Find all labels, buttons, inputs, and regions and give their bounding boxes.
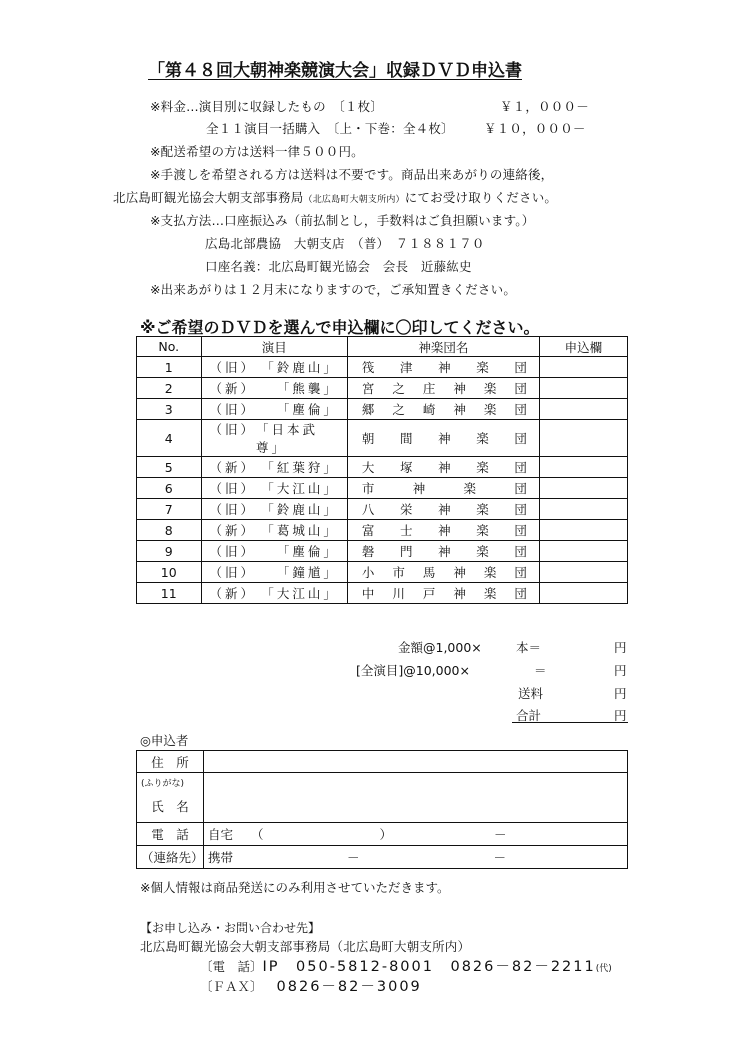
dvd-order-table [136,336,628,604]
shipping-note: ※配送希望の方は送料一律５００円。 [150,144,364,159]
apply-cell[interactable] [539,357,627,378]
price-single-qty-label: 本＝ [516,640,542,655]
row-program [201,420,347,457]
troupe-char: 中 [361,586,375,601]
row-program [201,499,347,520]
troupe-char: 大 [361,460,375,475]
troupe-char: 朝 [361,431,375,446]
row-number: 8 [137,520,202,541]
troupe-char: 筏 [361,360,375,375]
troupe-char: 神 [438,360,451,375]
row-number: 7 [137,499,202,520]
row-program [201,562,347,583]
row-number: 2 [137,378,202,399]
row-number: 6 [137,478,202,499]
row-troupe [347,357,539,378]
troupe-char: 団 [514,502,527,517]
troupe-char: 神 [412,481,426,496]
bank-account: 広島北部農協 大朝支店 （普） ７１８８１７０ [205,236,485,251]
apply-cell[interactable] [539,478,627,499]
table-row [137,499,628,520]
row-program [201,478,347,499]
name-label-cell [137,773,204,823]
troupe-char: 神 [453,381,466,396]
troupe-char: 栄 [400,502,413,517]
row-number: 3 [137,399,202,420]
program-name: 「熊襲」 [276,381,339,396]
table-row [137,520,628,541]
program-kind: （新） [209,586,257,601]
contact-fax [200,975,422,996]
home-open-paren: （ [251,827,264,842]
row-troupe [347,499,539,520]
troupe-char: 楽 [476,431,489,446]
row-troupe [347,478,539,499]
program-kind: （新） [209,381,257,396]
troupe-char: 楽 [476,502,489,517]
apply-cell[interactable] [539,520,627,541]
apply-cell[interactable] [539,420,627,457]
program-name: 「日本武尊」 [256,422,319,455]
troupe-char: 団 [514,565,527,580]
row-program [201,520,347,541]
troupe-char: 楽 [483,565,497,580]
shipping-unit: 円 [614,686,627,701]
address-label: 住 所 [137,751,204,773]
apply-cell[interactable] [539,583,627,604]
troupe-char: 団 [514,481,527,496]
page-title: 「第４８回大朝神楽競演大会」収録ＤＶＤ申込書 [148,61,522,81]
price-bulk-label: [全演目]@10,000× [356,663,470,678]
troupe-char: 団 [514,544,527,559]
address-field[interactable] [204,751,628,773]
row-number: 10 [137,562,202,583]
handover-note: ※手渡しを希望される方は送料は不要です。商品出来あがりの連絡後， [150,167,554,182]
troupe-char: 楽 [483,381,497,396]
apply-cell[interactable] [539,562,627,583]
name-label: 氏 名 [151,799,189,814]
troupe-char: 楽 [483,402,497,417]
troupe-char: 津 [400,360,413,375]
troupe-char: 団 [514,523,527,538]
row-number: 11 [137,583,202,604]
total-label: 合計 [516,708,542,723]
troupe-char: 磐 [361,544,375,559]
troupe-char: 郷 [361,402,375,417]
phone-label: 電 話 [137,823,204,846]
troupe-char: 門 [400,544,413,559]
row-number: 5 [137,457,202,478]
troupe-char: 団 [514,586,527,601]
row-troupe [347,457,539,478]
troupe-char: 神 [438,431,451,446]
troupe-char: 団 [514,431,527,446]
troupe-char: 団 [514,460,527,475]
program-name: 「塵倫」 [276,544,339,559]
troupe-char: 楽 [476,544,489,559]
program-kind: （旧） [209,402,257,417]
applicant-heading: ◎申込者 [140,733,189,748]
row-troupe [347,399,539,420]
contact-phone-value: IP 050-5812-8001 0826－82－2211 [262,959,596,975]
program-name: 「鐘馗」 [276,565,339,580]
contact-phone-label: 〔電 話〕 [200,959,263,974]
mobile-dash-2: － [493,850,507,865]
troupe-char: 市 [392,565,405,580]
contact-fax-value: 0826－82－3009 [276,979,422,995]
pickup-office: 北広島町観光協会大朝支部事務局 [113,190,304,205]
program-name: 「葛城山」 [261,523,339,538]
table-row [137,478,628,499]
program-kind: （旧） [209,360,257,375]
shipping-label: 送料 [518,686,544,701]
total-unit: 円 [614,708,627,723]
header-troupe: 神楽団名 [347,337,539,357]
troupe-char: 川 [392,586,405,601]
price-single-label: 金額@1,000× [398,640,482,655]
row-troupe [347,583,539,604]
home-label: 自宅 [208,827,234,842]
troupe-char: 士 [400,523,413,538]
troupe-char: 戸 [422,586,436,601]
program-kind: （旧） [209,481,257,496]
program-name: 「鈴鹿山」 [261,360,339,375]
row-troupe [347,378,539,399]
fee-bulk-label: 全１１演目一括購入 〔上・下巻：全４枚〕 [206,121,454,136]
row-number: 9 [137,541,202,562]
troupe-char: 之 [392,381,405,396]
program-name: 「大江山」 [261,586,339,601]
home-close-paren: ） [379,827,393,842]
troupe-char: 団 [514,381,527,396]
troupe-char: 楽 [476,523,489,538]
mobile-label: 携帯 [208,850,234,865]
price-single-unit: 円 [614,640,627,655]
row-program [201,457,347,478]
troupe-char: 団 [514,402,527,417]
table-row [137,457,628,478]
name-field[interactable] [204,773,628,823]
contact-phone-suffix: (代) [595,964,612,974]
payment-method: ※支払方法…口座振込み（前払制とし，手数料はご負担願います。） [150,213,535,228]
row-troupe [347,562,539,583]
mobile-phone-field[interactable] [204,846,628,869]
apply-cell[interactable] [539,378,627,399]
troupe-char: 神 [438,544,451,559]
troupe-char: 崎 [422,402,436,417]
contact-phone [200,955,612,976]
row-troupe [347,520,539,541]
troupe-char: 小 [361,565,375,580]
program-name: 「紅葉狩」 [261,460,339,475]
fee-bulk-price: ￥１０，０００－ [484,121,586,136]
troupe-char: 間 [400,431,413,446]
apply-cell[interactable] [539,399,627,420]
table-row [137,541,628,562]
program-kind: （旧） [209,565,257,580]
contact-office: 北広島町観光協会大朝支部事務局（北広島町大朝支所内） [140,939,471,954]
troupe-char: 神 [438,523,451,538]
program-name: 「鈴鹿山」 [261,502,339,517]
mobile-dash-1: － [347,850,360,865]
row-program [201,399,347,420]
row-troupe [347,420,539,457]
program-kind: （旧） [209,544,257,559]
apply-cell[interactable] [539,541,627,562]
table-row [137,378,628,399]
pickup-office-location: （北広島町大朝支所内） [303,195,405,205]
furigana-label: (ふりがな) [141,779,185,789]
troupe-char: 馬 [422,565,436,580]
program-kind: （新） [209,460,257,475]
troupe-char: 楽 [463,481,477,496]
program-kind: （旧） [209,422,257,437]
row-program [201,583,347,604]
troupe-char: 庄 [422,381,436,396]
fee-single-label: ※料金…演目別に収録したもの 〔１枚〕 [150,99,384,114]
troupe-char: 塚 [400,460,413,475]
troupe-char: 楽 [476,360,489,375]
troupe-char: 神 [453,565,466,580]
troupe-char: 富 [361,523,375,538]
row-program [201,378,347,399]
row-number: 1 [137,357,202,378]
header-apply: 申込欄 [539,337,627,357]
total-underline [512,722,628,723]
contact-label: （連絡先） [137,846,204,869]
troupe-char: 団 [514,360,527,375]
pickup-note [113,188,557,206]
table-row [137,399,628,420]
troupe-char: 楽 [483,586,497,601]
row-number: 4 [137,420,202,457]
privacy-note: ※個人情報は商品発送にのみ利用させていただきます。 [140,880,450,895]
troupe-char: 之 [392,402,405,417]
troupe-char: 神 [453,402,466,417]
apply-cell[interactable] [539,457,627,478]
troupe-char: 楽 [476,460,489,475]
fee-single-price: ￥１，０００－ [500,99,589,114]
selection-instruction: ※ご希望のＤＶＤを選んで申込欄に〇印してください。 [140,318,540,337]
program-name: 「塵倫」 [276,402,339,417]
program-kind: （新） [209,523,257,538]
troupe-char: 神 [438,460,451,475]
table-row [137,562,628,583]
header-no: No. [137,337,202,357]
program-kind: （旧） [209,502,257,517]
home-phone-field[interactable] [204,823,628,846]
troupe-char: 八 [361,502,375,517]
table-row [137,357,628,378]
table-row [137,420,628,457]
row-program [201,357,347,378]
home-dash: － [494,827,507,842]
troupe-char: 神 [453,586,466,601]
contact-heading: 【お申し込み・お問い合わせ先】 [140,921,321,935]
account-holder: 口座名義：北広島町観光協会 会長 近藤紘史 [205,259,472,274]
pickup-instruction: にてお受け取りください。 [404,190,558,205]
table-row [137,583,628,604]
header-title: 演目 [201,337,347,357]
contact-fax-label: 〔ＦＡＸ〕 [200,979,263,994]
apply-cell[interactable] [539,499,627,520]
delivery-note: ※出来あがりは１２月末になりますので，ご承知置きください。 [150,282,517,297]
troupe-char: 神 [438,502,451,517]
row-program [201,541,347,562]
row-troupe [347,541,539,562]
program-name: 「大江山」 [261,481,339,496]
price-bulk-eq: ＝ [534,663,547,678]
troupe-char: 宮 [361,381,375,396]
price-bulk-unit: 円 [614,663,627,678]
troupe-char: 市 [361,481,375,496]
applicant-table [136,750,628,869]
